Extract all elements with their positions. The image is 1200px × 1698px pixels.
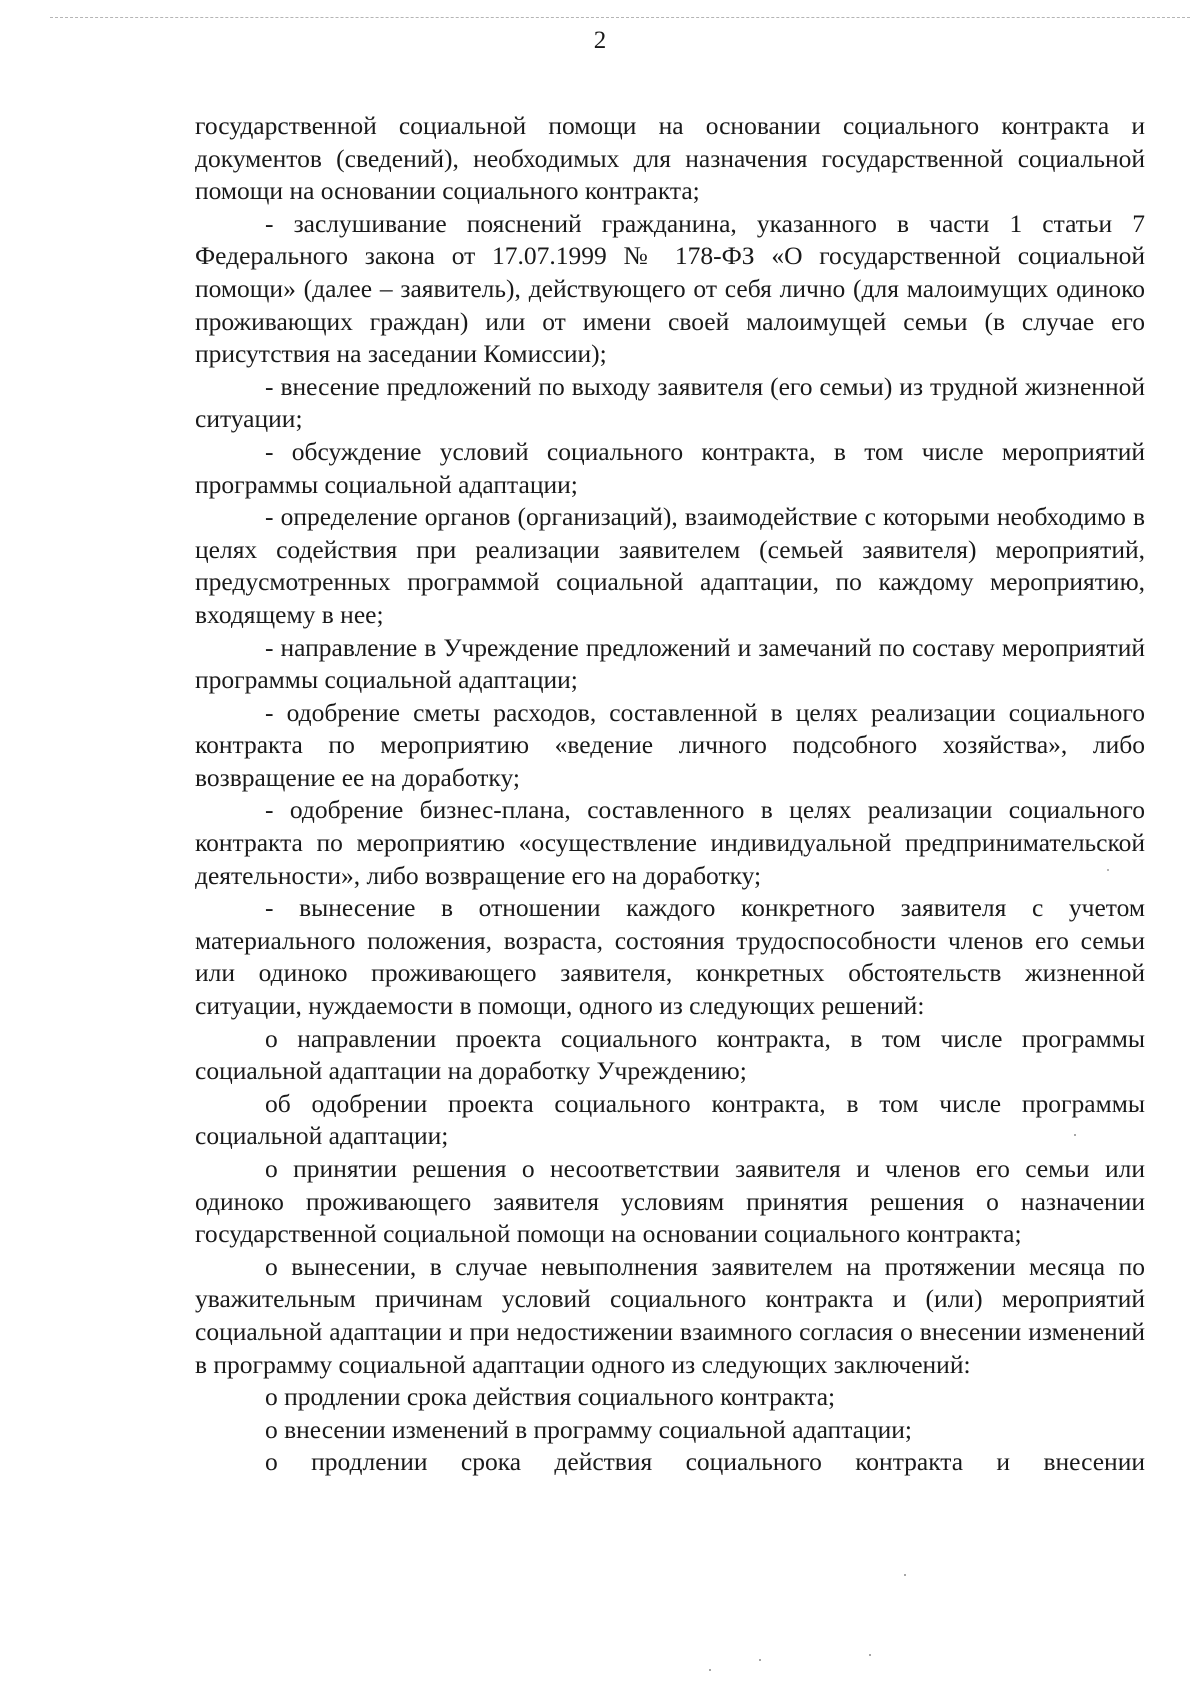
list-item-contract-discussion: - обсуждение условий социального контракта, в том числе мероприятий программы социальной адаптации;: [195, 436, 1145, 499]
conclusion-option-extension: о продлении срока действия социального контракта;: [265, 1382, 836, 1412]
scan-edge-line: [50, 17, 1190, 18]
decision-option-approval: об одобрении проекта социального контракта, в том числе программы социальной адаптации;: [195, 1088, 1145, 1151]
list-item-bodies-definition: - определение органов (организаций), взаимодействие с которыми необходимо в целях содействия при реализации заявителем (семьей заявителя) мероприятий, предусмотренных программой социальной адаптации, по каждому мероприятию, входящему в нее;: [195, 502, 1145, 629]
paragraph-continuation: государственной социальной помощи на основании социального контракта и документов (сведений), необходимых для назначения государственной социальной помощи на основании социального контракта;: [195, 111, 1145, 206]
decision-option-conclusion: о вынесении, в случае невыполнения заявителем на протяжении месяца по уважительным причинам условий социального контракта и (или) мероприятий социальной адаптации и при недостижении взаимного согласия о внесении изменений в программу социальной адаптации одного из следующих заключений:: [195, 1251, 1145, 1379]
list-item-hearing-explanations: - заслушивание пояснений гражданина, указанного в части 1 статьи 7 Федерального закона от 17.07.1999 № 178-ФЗ «О государственной социальной помощи» (далее – заявитель), действующего от себя лично (для малоимущих одиноко проживающих граждан) или от имени своей малоимущей семьи (в случае его присутствия на заседании Комиссии);: [195, 208, 1145, 369]
conclusion-option-amendment: о внесении изменений в программу социальной адаптации;: [265, 1414, 913, 1444]
list-item-decision: - вынесение в отношении каждого конкретного заявителя с учетом материального положения, возраста, состояния трудоспособности членов его семьи или одиноко проживающего заявителя, конкретных обстоятельств жизненной ситуации, нуждаемости в помощи, одного из следующих решений:: [195, 893, 1145, 1021]
decision-option-nonconformity: о принятии решения о несоответствии заявителя и членов его семьи или одиноко проживающего заявителя условиям принятия решения о назначении государственной социальной помощи на основании социального контракта;: [195, 1154, 1145, 1249]
conclusion-option-extension-and-amendment: о продлении срока действия социального контракта и внесении: [265, 1447, 1145, 1477]
list-item-business-plan: - одобрение бизнес-плана, составленного в целях реализации социального контракта по мероприятию «осуществление индивидуальной предпринимательской деятельности», либо возвращение его на доработку;: [195, 795, 1145, 890]
document-body: [195, 110, 1145, 1479]
page-number: 2: [593, 27, 607, 54]
decision-option-revision: о направлении проекта социального контракта, в том числе программы социальной адаптации на доработку Учреждению;: [195, 1023, 1145, 1086]
list-item-remarks-to-institution: - направление в Учреждение предложений и замечаний по составу мероприятий программы социальной адаптации;: [195, 632, 1145, 695]
list-item-cost-estimate: - одобрение сметы расходов, составленной в целях реализации социального контракта по мероприятию «ведение личного подсобного хозяйства», либо возвращение ее на доработку;: [195, 697, 1145, 792]
list-item-proposals: - внесение предложений по выходу заявителя (его семьи) из трудной жизненной ситуации;: [195, 371, 1145, 434]
